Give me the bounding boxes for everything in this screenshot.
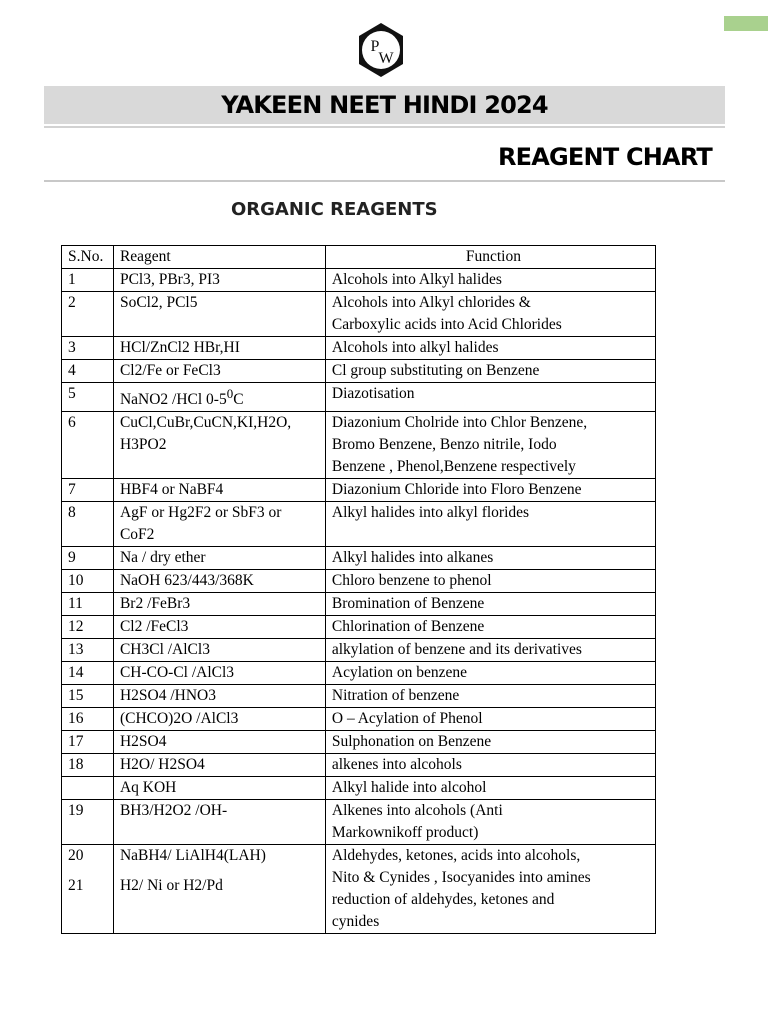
reagent-formula: Cl2 /FeCl3 [119, 618, 189, 636]
reagent-formula: HCl/ZnCl2 HBr,HI [119, 339, 240, 356]
table-row [62, 639, 656, 662]
row-reagent [113, 731, 325, 754]
reagent-formula: HBF4 or NaBF4 [119, 481, 224, 499]
table-row [62, 337, 656, 360]
reagent-formula: SoCl2, PCl5 [119, 294, 198, 311]
table-row [62, 292, 656, 337]
table-row [62, 845, 656, 934]
table-row [62, 800, 656, 845]
row-function: alkenes into alcohols [325, 754, 655, 777]
row-sno: 11 [62, 593, 114, 616]
reagent-formula: H2SO4 /HNO3 [119, 687, 216, 705]
reagent-formula: NaOH 623/443/368K [119, 572, 254, 590]
row-reagent [113, 639, 325, 662]
pw-logo [356, 22, 406, 78]
row-function: Alkyl halide into alcohol [325, 777, 655, 800]
sno-value: 20 [68, 847, 84, 865]
row-reagent [113, 662, 325, 685]
chart-title: REAGENT CHART [497, 143, 712, 171]
row-function [325, 292, 655, 337]
table-row [62, 593, 656, 616]
row-sno: 16 [62, 708, 114, 731]
header-reagent: Reagent [113, 246, 325, 269]
row-function [325, 412, 655, 479]
spacer [68, 867, 113, 875]
row-sno: 17 [62, 731, 114, 754]
row-sno: 19 [62, 800, 114, 845]
row-sno: 2 [62, 292, 114, 337]
row-function: Chlorination of Benzene [325, 616, 655, 639]
row-sno: 1 [62, 269, 114, 292]
reagent-formula: BH3/H2O2 /OH- [119, 802, 228, 820]
table-row [62, 360, 656, 383]
reagent-formula: PCl3, PBr3, PI3 [119, 271, 220, 288]
row-reagent [113, 777, 325, 800]
svg-text:W: W [378, 50, 394, 67]
function-line: Markownikoff product) [331, 824, 479, 842]
row-sno: 15 [62, 685, 114, 708]
row-reagent [113, 800, 325, 845]
reagent-formula: Na / dry ether [119, 549, 206, 567]
row-sno: 18 [62, 754, 114, 777]
table-row [62, 269, 656, 292]
table-row [62, 662, 656, 685]
row-sno: 12 [62, 616, 114, 639]
row-sno: 6 [62, 412, 114, 479]
row-function: Alkyl halides into alkanes [325, 547, 655, 570]
table-row [62, 777, 656, 800]
reagent-unit: C [233, 391, 244, 409]
reagent-formula: NaNO2 /HCl 0-5 [119, 391, 227, 409]
reagent-formula: Cl2/Fe or FeCl3 [119, 362, 221, 379]
row-sno: 8 [62, 502, 114, 547]
row-function: Alcohols into Alkyl halides [325, 269, 655, 292]
row-function: Cl group substituting on Benzene [325, 360, 655, 383]
reagent-formula: CH-CO-Cl /AlCl3 [119, 664, 235, 682]
table-row [62, 547, 656, 570]
reagent-formula: H3PO2 [119, 436, 167, 454]
row-function [325, 845, 655, 934]
function-line: Aldehydes, ketones, acids into alcohols, [331, 847, 581, 865]
table-row [62, 479, 656, 502]
row-sno: 7 [62, 479, 114, 502]
reagent-formula: Br2 /FeBr3 [119, 595, 191, 613]
row-reagent [113, 616, 325, 639]
function-line: Benzene , Phenol,Benzene respectively [331, 458, 576, 476]
row-function: Bromination of Benzene [325, 593, 655, 616]
divider [44, 180, 725, 182]
table-row [62, 383, 656, 412]
reagent-formula: CoF2 [119, 526, 155, 544]
row-reagent [113, 412, 325, 479]
spacer [120, 867, 325, 875]
function-line: Bromo Benzene, Benzo nitrile, Iodo [331, 436, 557, 454]
row-function: Diazotisation [325, 383, 655, 412]
row-reagent [113, 593, 325, 616]
reagent-formula: (CHCO)2O /AlCl3 [119, 710, 239, 728]
corner-tab [724, 16, 768, 31]
table-row [62, 616, 656, 639]
section-title: ORGANIC REAGENTS [231, 199, 438, 220]
function-line: Nito & Cynides , Isocyanides into amines [331, 869, 591, 887]
row-function: O – Acylation of Phenol [325, 708, 655, 731]
row-function: Diazonium Chloride into Floro Benzene [325, 479, 655, 502]
function-line: reduction of aldehydes, ketones and [331, 891, 555, 909]
row-reagent [113, 292, 325, 337]
svg-text:P: P [370, 38, 380, 55]
reagent-formula: H2O/ H2SO4 [119, 756, 205, 774]
row-reagent [113, 360, 325, 383]
table-row [62, 412, 656, 479]
divider [44, 126, 725, 128]
row-function: Nitration of benzene [325, 685, 655, 708]
table-row [62, 731, 656, 754]
reagent-formula: H2/ Ni or H2/Pd [119, 877, 223, 895]
row-sno: 3 [62, 337, 114, 360]
row-function: Acylation on benzene [325, 662, 655, 685]
reagent-formula: NaBH4/ LiAlH4(LAH) [119, 847, 266, 865]
header-function: Function [325, 246, 655, 269]
row-reagent [113, 502, 325, 547]
degree-superscript: 0 [226, 386, 234, 401]
sno-value: 21 [68, 877, 84, 895]
row-sno [62, 845, 114, 934]
row-sno: 9 [62, 547, 114, 570]
reagent-formula: CH3Cl /AlCl3 [119, 641, 210, 659]
function-line: Alkenes into alcohols (Anti [331, 802, 503, 820]
reagent-formula: CuCl,CuBr,CuCN,KI,H2O, [119, 414, 292, 432]
reagent-formula: AgF or Hg2F2 or SbF3 or [119, 504, 282, 522]
table-row [62, 754, 656, 777]
row-reagent [113, 383, 325, 412]
table-row [62, 502, 656, 547]
row-reagent [113, 685, 325, 708]
row-reagent [113, 337, 325, 360]
table-row [62, 685, 656, 708]
reagent-formula: Aq KOH [119, 779, 177, 797]
reagent-table [61, 245, 656, 934]
row-function: Sulphonation on Benzene [325, 731, 655, 754]
row-sno: 4 [62, 360, 114, 383]
row-sno: 10 [62, 570, 114, 593]
row-sno: 14 [62, 662, 114, 685]
banner-title: YAKEEN NEET HINDI 2024 [44, 86, 725, 124]
row-sno: 5 [62, 383, 114, 412]
function-line: Diazonium Cholride into Chlor Benzene, [331, 414, 588, 432]
table-row [62, 570, 656, 593]
reagent-formula: H2SO4 [119, 733, 167, 751]
function-line: Carboxylic acids into Acid Chlorides [331, 316, 562, 333]
row-reagent [113, 269, 325, 292]
row-function: Chloro benzene to phenol [325, 570, 655, 593]
function-line: Alcohols into Alkyl chlorides & [331, 294, 531, 311]
row-function: Alcohols into alkyl halides [325, 337, 655, 360]
row-sno [62, 777, 114, 800]
row-reagent [113, 754, 325, 777]
header-sno: S.No. [62, 246, 114, 269]
row-sno: 13 [62, 639, 114, 662]
table-row [62, 708, 656, 731]
row-function: Alkyl halides into alkyl florides [325, 502, 655, 547]
row-function: alkylation of benzene and its derivatives [325, 639, 655, 662]
row-reagent [113, 547, 325, 570]
row-reagent [113, 479, 325, 502]
row-reagent [113, 845, 325, 934]
row-reagent [113, 570, 325, 593]
table-header-row [62, 246, 656, 269]
row-function [325, 800, 655, 845]
function-line: cynides [331, 913, 380, 931]
row-reagent [113, 708, 325, 731]
